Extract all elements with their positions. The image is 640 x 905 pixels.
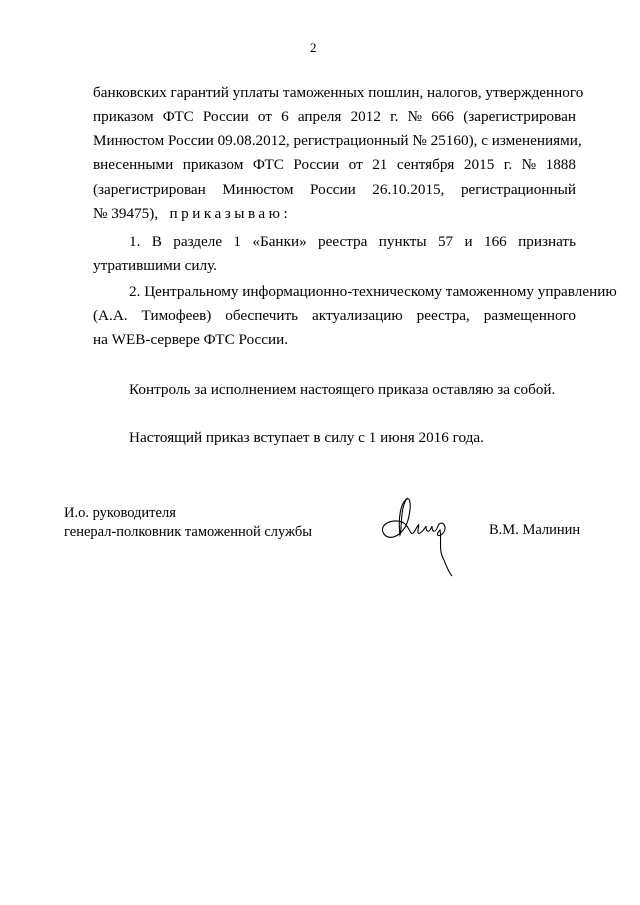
body-line: Минюстом России 09.08.2012, регистрационный № 25160), с изменениями,: [93, 132, 582, 149]
body-line-last: [93, 205, 291, 223]
body-line: внесенными приказом ФТС России от 21 сентября 2015 г. № 1888: [93, 156, 576, 173]
signatory-name: В.М. Малинин: [489, 522, 581, 538]
item-1-line: утратившими силу.: [93, 257, 217, 274]
registration-number: № 39475),: [93, 205, 159, 222]
item-2-line: на WEB-сервере ФТС России.: [93, 331, 289, 348]
item-2-line: 2. Центральному информационно-техническому таможенному управлению: [129, 283, 617, 300]
effective-date-clause: Настоящий приказ вступает в силу с 1 июня 2016 года.: [129, 429, 484, 446]
order-word: приказываю:: [169, 205, 292, 222]
page-number: 2: [310, 40, 317, 55]
signatory-position-1: И.о. руководителя: [64, 505, 176, 521]
control-clause: Контроль за исполнением настоящего приказа оставляю за собой.: [129, 381, 556, 398]
body-line: (зарегистрирован Минюстом России 26.10.2015, регистрационный: [93, 181, 576, 198]
item-2-line: (А.А. Тимофеев) обеспечить актуализацию реестра, размещенного: [93, 307, 576, 324]
item-1-line: 1. В разделе 1 «Банки» реестра пункты 57 и 166 признать: [129, 233, 576, 250]
body-line: приказом ФТС России от 6 апреля 2012 г. № 666 (зарегистрирован: [93, 108, 576, 125]
signatory-position-2: генерал-полковник таможенной службы: [64, 524, 313, 540]
signature-image: [370, 490, 470, 580]
body-line: банковских гарантий уплаты таможенных пошлин, налогов, утвержденного: [93, 84, 584, 101]
